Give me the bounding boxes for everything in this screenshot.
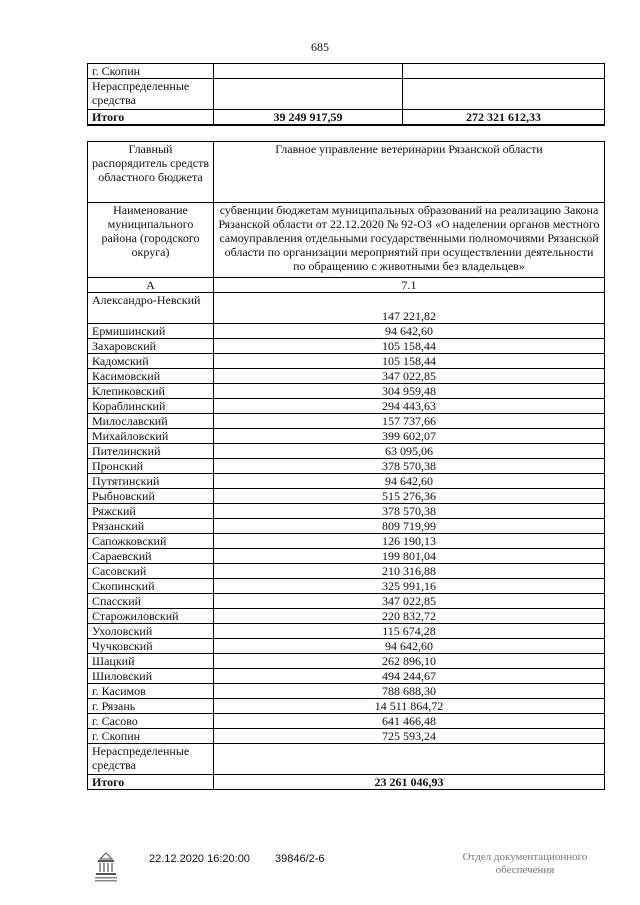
distributor-value: Главное управление ветеринарии Рязанской области	[214, 142, 605, 203]
district-value	[214, 744, 605, 775]
name-label: Наименование муниципального района (городского округа)	[88, 203, 214, 278]
table-row	[88, 293, 605, 324]
district-name: г. Сасово	[88, 714, 214, 729]
table-row	[88, 534, 605, 549]
table-row	[88, 459, 605, 474]
total-value-2: 272 321 612,33	[403, 110, 605, 126]
table-row	[88, 489, 605, 504]
district-value: 347 022,85	[214, 594, 605, 609]
column-label-a: А	[88, 278, 214, 293]
district-name: Скопинский	[88, 579, 214, 594]
district-value: 304 959,48	[214, 384, 605, 399]
table-row	[88, 729, 605, 744]
table-row	[88, 339, 605, 354]
district-value: 809 719,99	[214, 519, 605, 534]
district-value: 347 022,85	[214, 369, 605, 384]
district-value: 105 158,44	[214, 339, 605, 354]
district-value: 378 570,38	[214, 504, 605, 519]
district-value: 94 642,60	[214, 324, 605, 339]
table-row	[88, 519, 605, 534]
total-row	[88, 110, 605, 126]
table-row	[88, 684, 605, 699]
district-name: Старожиловский	[88, 609, 214, 624]
table-row	[88, 399, 605, 414]
district-name: Милославский	[88, 414, 214, 429]
district-value: 494 244,67	[214, 669, 605, 684]
header-row-columns	[88, 278, 605, 293]
total-value-1: 39 249 917,59	[214, 110, 403, 126]
district-value: 126 190,13	[214, 534, 605, 549]
district-value: 14 511 864,72	[214, 699, 605, 714]
row-name: Нераспределенные средства	[88, 79, 214, 110]
total-label: Итого	[88, 110, 214, 126]
district-name: Клепиковский	[88, 384, 214, 399]
district-name: Ухоловский	[88, 624, 214, 639]
district-name: Захаровский	[88, 339, 214, 354]
table-row	[88, 444, 605, 459]
page-number: 685	[311, 40, 329, 54]
district-name: Ряжский	[88, 504, 214, 519]
header-row-distributor	[88, 142, 605, 203]
district-name: г. Скопин	[88, 729, 214, 744]
district-value: 210 316,88	[214, 564, 605, 579]
district-name: Пителинский	[88, 444, 214, 459]
table-row	[88, 474, 605, 489]
district-name: Кадомский	[88, 354, 214, 369]
district-name: Сапожковский	[88, 534, 214, 549]
district-name: Шиловский	[88, 669, 214, 684]
district-name: Путятинский	[88, 474, 214, 489]
department-line-1: Отдел документационного	[462, 851, 588, 863]
district-value: 157 737,66	[214, 414, 605, 429]
row-value-2	[403, 64, 605, 79]
department-line-2: обеспечения	[495, 864, 555, 876]
table-row	[88, 699, 605, 714]
district-name: Пронский	[88, 459, 214, 474]
table-row	[88, 324, 605, 339]
subvention-description: субвенции бюджетам муниципальных образований на реализацию Закона Рязанской области от 22.12.2020 № 92-ОЗ «О наделении органов местного самоуправления отдельными государственными полномочиями Рязанской области по организации мероприятий при осуществлении деятельности по обращению с животными без владельцев»	[214, 203, 605, 278]
district-name: Кораблинский	[88, 399, 214, 414]
table-row	[88, 564, 605, 579]
table-row	[88, 384, 605, 399]
emblem-icon	[92, 850, 120, 884]
district-name: г. Касимов	[88, 684, 214, 699]
district-value: 115 674,28	[214, 624, 605, 639]
district-name: г. Рязань	[88, 699, 214, 714]
district-value: 399 602,07	[214, 429, 605, 444]
district-name: Сараевский	[88, 549, 214, 564]
table-row	[88, 354, 605, 369]
table-row	[88, 714, 605, 729]
header-row-name	[88, 203, 605, 278]
district-value: 725 593,24	[214, 729, 605, 744]
total-row	[88, 775, 605, 790]
district-name: Михайловский	[88, 429, 214, 444]
district-value: 147 221,82	[214, 293, 605, 324]
footer-department	[450, 851, 600, 877]
district-name: Шацкий	[88, 654, 214, 669]
district-name: Чучковский	[88, 639, 214, 654]
district-value: 641 466,48	[214, 714, 605, 729]
total-label: Итого	[88, 775, 214, 790]
district-name: Сасовский	[88, 564, 214, 579]
district-name: Ермишинский	[88, 324, 214, 339]
table-row	[88, 369, 605, 384]
row-name: г. Скопин	[88, 64, 214, 79]
district-value: 262 896,10	[214, 654, 605, 669]
district-name: Спасский	[88, 594, 214, 609]
district-value: 220 832,72	[214, 609, 605, 624]
column-label-b: 7.1	[214, 278, 605, 293]
district-name: Александро-Невский	[88, 293, 214, 324]
table-row	[88, 504, 605, 519]
district-value: 788 688,30	[214, 684, 605, 699]
district-value: 294 443,63	[214, 399, 605, 414]
table-row	[88, 579, 605, 594]
district-value: 105 158,44	[214, 354, 605, 369]
row-value-1	[214, 64, 403, 79]
table-row	[88, 639, 605, 654]
table-row	[88, 429, 605, 444]
table-row	[88, 414, 605, 429]
top-table	[87, 63, 605, 126]
table-row	[88, 744, 605, 775]
district-value: 94 642,60	[214, 639, 605, 654]
table-row	[88, 609, 605, 624]
district-value: 515 276,36	[214, 489, 605, 504]
table-row	[88, 594, 605, 609]
table-row	[88, 79, 605, 110]
table-row	[88, 64, 605, 79]
table-row	[88, 549, 605, 564]
row-value-1	[214, 79, 403, 110]
district-value: 94 642,60	[214, 474, 605, 489]
district-name: Касимовский	[88, 369, 214, 384]
district-value: 378 570,38	[214, 459, 605, 474]
distributor-label: Главный распорядитель средств областного бюджета	[88, 142, 214, 203]
footer-code: 39846/2-6	[275, 853, 325, 865]
subvention-table	[87, 141, 605, 790]
district-value: 63 095,06	[214, 444, 605, 459]
total-value: 23 261 046,93	[214, 775, 605, 790]
table-row	[88, 669, 605, 684]
footer-datetime: 22.12.2020 16:20:00	[149, 853, 250, 865]
district-name: Нераспределенные средства	[88, 744, 214, 775]
table-row	[88, 624, 605, 639]
table-row	[88, 654, 605, 669]
row-value-2	[403, 79, 605, 110]
district-name: Рязанский	[88, 519, 214, 534]
district-value: 199 801,04	[214, 549, 605, 564]
district-value: 325 991,16	[214, 579, 605, 594]
district-name: Рыбновский	[88, 489, 214, 504]
